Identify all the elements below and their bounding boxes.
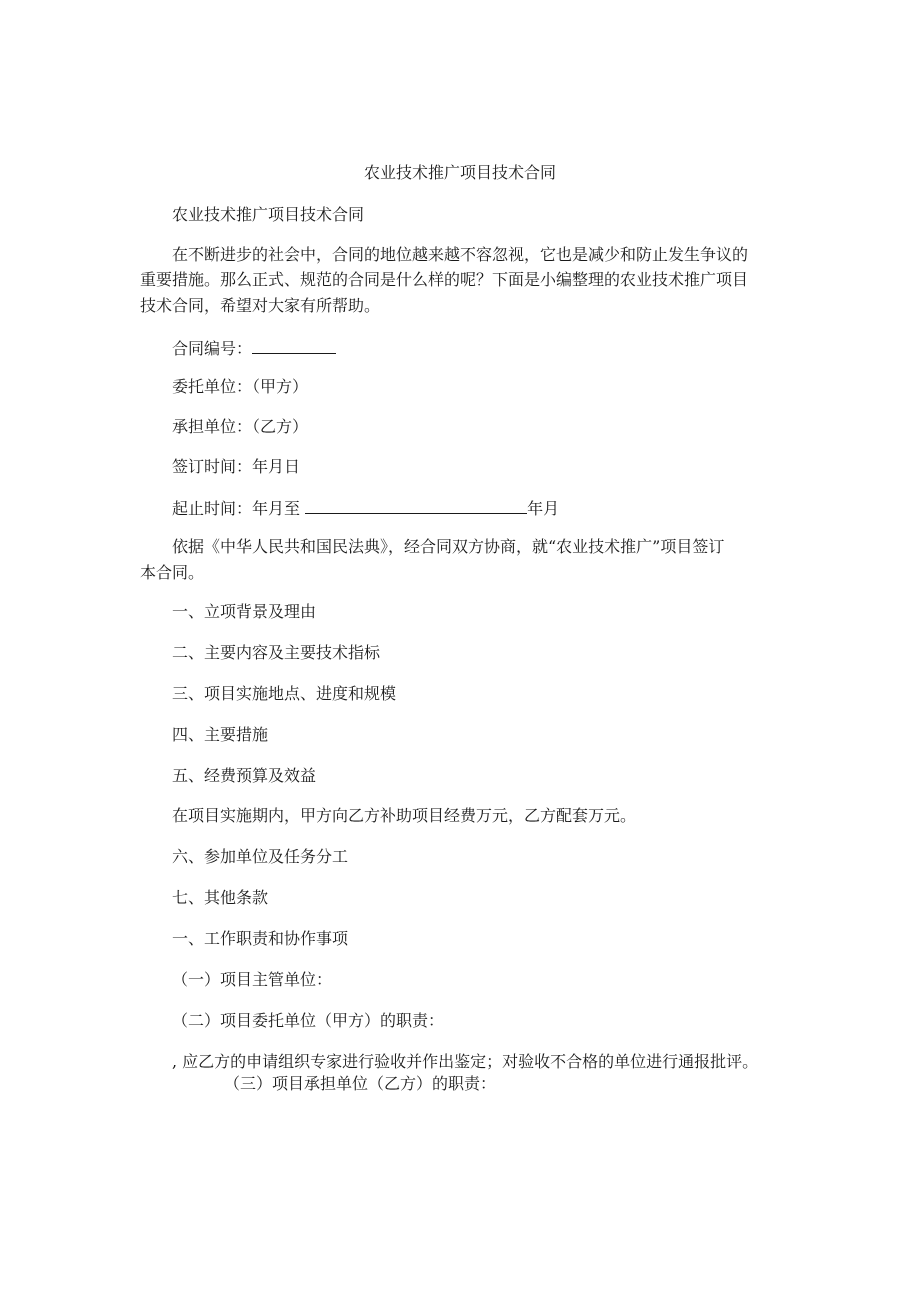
intro-line-2: 重要措施。那么正式、规范的合同是什么样的呢？下面是小编整理的农业技术推广项目 [140, 270, 749, 289]
contract-number-label: 合同编号： [172, 339, 253, 358]
section-4-heading: 四、主要措施 [172, 725, 269, 744]
basis-line-2: 本合同。 [140, 563, 205, 582]
contract-number-blank [252, 337, 336, 354]
basis-line-1: 依据《中华人民共和国民法典》，经合同双方协商，就“农业技术推广”项目签订 [172, 537, 725, 556]
section-6-heading: 六、参加单位及任务分工 [172, 847, 349, 866]
intro-line-3: 技术合同，希望对大家有所帮助。 [140, 296, 381, 315]
document-subtitle: 农业技术推广项目技术合同 [172, 205, 365, 224]
section-2-heading: 二、主要内容及主要技术指标 [172, 643, 381, 662]
funding-text: 在项目实施期内，甲方向乙方补助项目经费万元，乙方配套万元。 [172, 806, 637, 825]
duty-1-heading: （一）项目主管单位： [172, 970, 333, 989]
sign-date-field: 签订时间：年月日 [172, 457, 301, 476]
section-1-heading: 一、立项背景及理由 [172, 602, 317, 621]
period-suffix: 年月 [527, 499, 560, 518]
contract-number-field [172, 337, 336, 359]
section-7-heading: 七、其他条款 [172, 888, 269, 907]
undertaking-party-field: 承担单位：（乙方） [172, 417, 309, 436]
section-5-heading: 五、经费预算及效益 [172, 766, 317, 785]
period-blank [305, 497, 527, 514]
duty-2-heading: （二）项目委托单位（甲方）的职责： [172, 1011, 445, 1030]
entrusting-party-field: 委托单位：（甲方） [172, 377, 309, 396]
acceptance-text: , 应乙方的申请组织专家进行验收并作出鉴定；对验收不合格的单位进行通报批评。 [172, 1052, 759, 1071]
intro-line-1: 在不断进步的社会中，合同的地位越来越不容忽视，它也是减少和防止发生争议的 [172, 245, 749, 264]
period-label: 起止时间：年月至 [172, 499, 301, 518]
section-3-heading: 三、项目实施地点、进度和规模 [172, 684, 397, 703]
document-title: 农业技术推广项目技术合同 [363, 163, 556, 182]
duties-heading: 一、工作职责和协作事项 [172, 929, 349, 948]
period-field [172, 497, 559, 519]
duty-3-heading: （三）项目承担单位（乙方）的职责： [224, 1074, 497, 1093]
